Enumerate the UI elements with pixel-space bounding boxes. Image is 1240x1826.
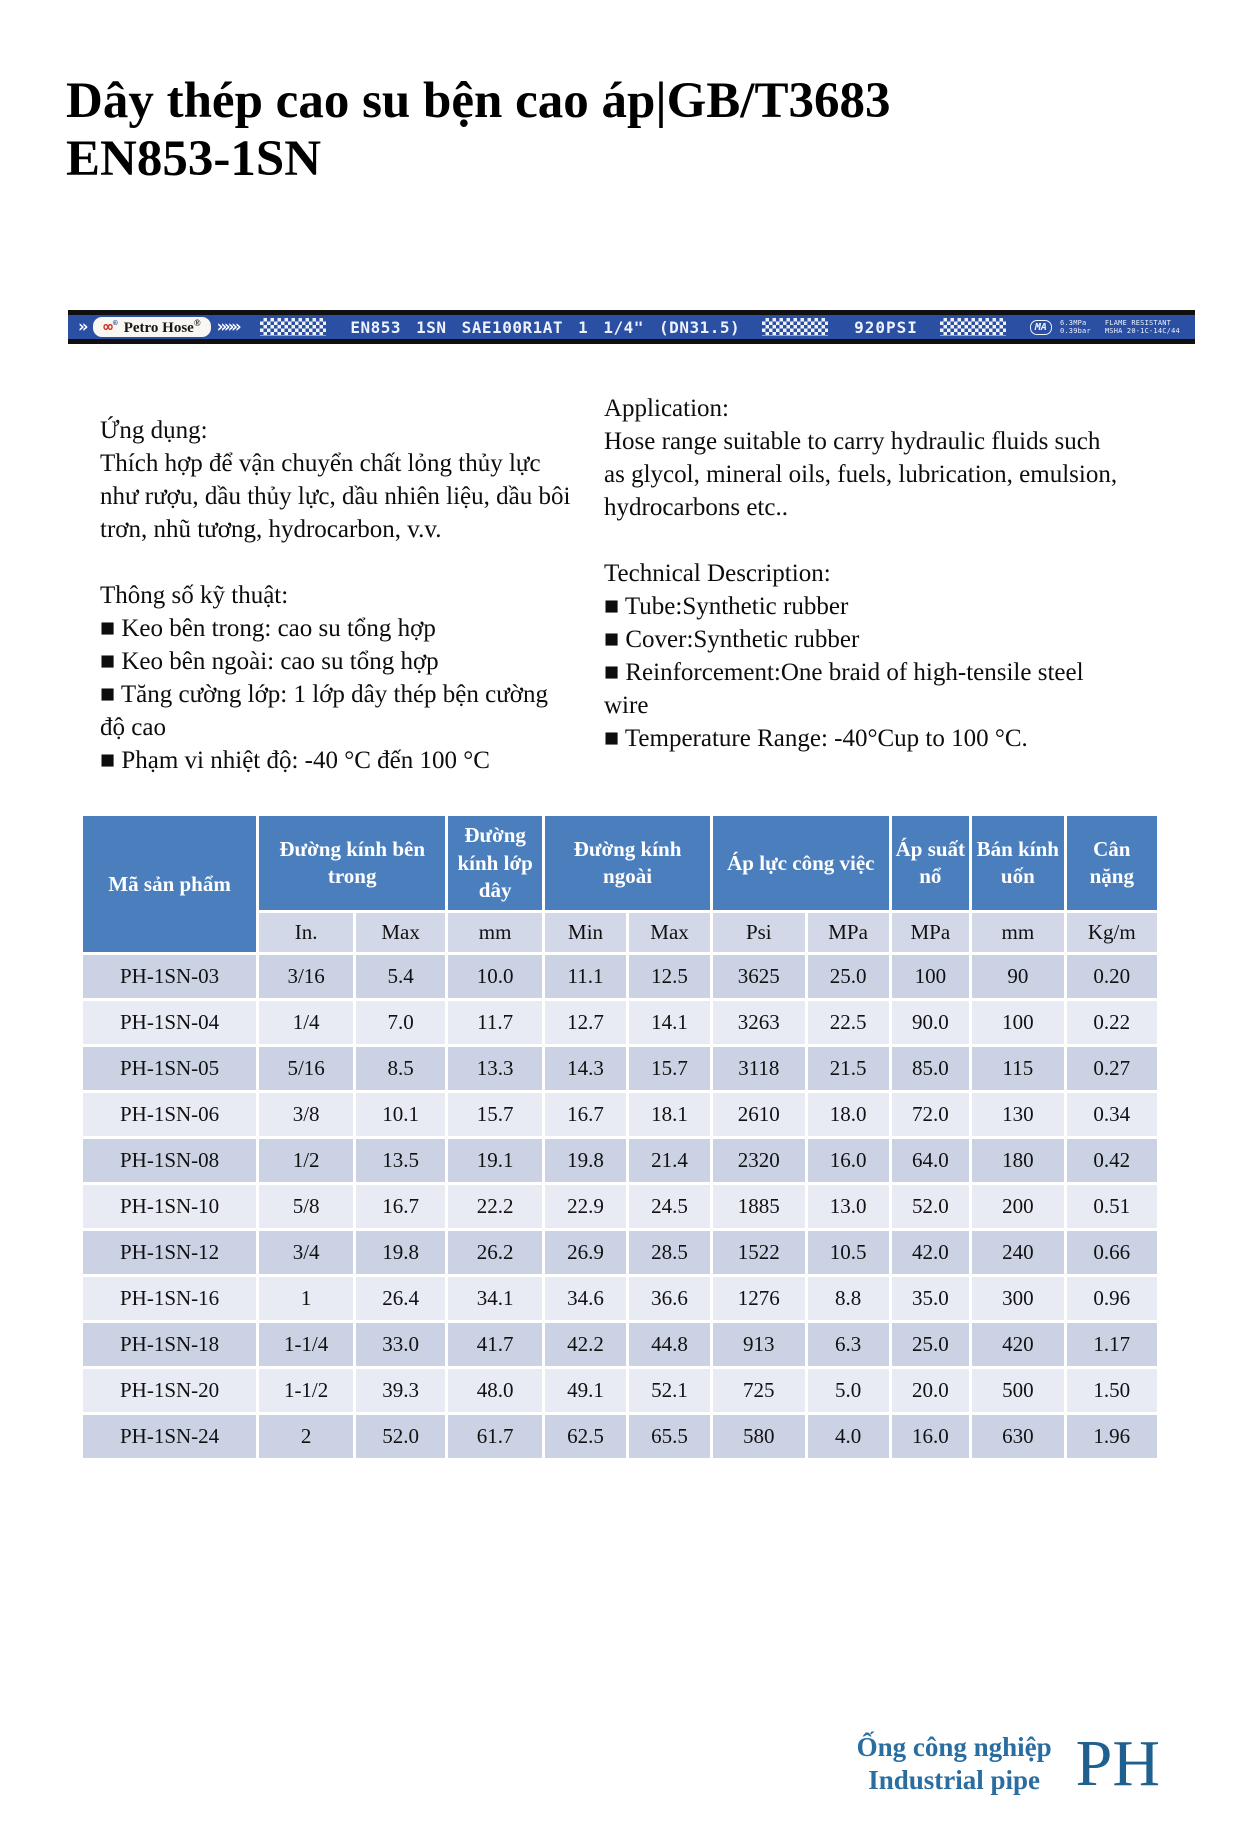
footer-tagline: Ống công nghiệp Industrial pipe — [856, 1731, 1052, 1796]
col-header-wire-layer-diameter: Đường kính lớp dây — [447, 815, 544, 912]
table-cell: 42.0 — [890, 1230, 971, 1276]
table-cell: 3625 — [712, 954, 807, 1000]
chevron-icon: » — [78, 316, 86, 337]
product-code-cell: PH-1SN-04 — [82, 1000, 258, 1046]
product-code-cell: PH-1SN-20 — [82, 1368, 258, 1414]
flame-resistant-text: FLAME RESISTANT MSHA 20-1C-14C/44 — [1104, 319, 1180, 336]
unit-header: Max — [628, 912, 712, 954]
table-header-group-row — [82, 815, 1159, 912]
table-cell: 1-1/2 — [258, 1368, 355, 1414]
table-row — [82, 1414, 1159, 1460]
table-cell: 10.1 — [355, 1092, 447, 1138]
table-cell: 16.7 — [544, 1092, 628, 1138]
brand-name: Petro Hose® — [123, 317, 201, 336]
table-row — [82, 1184, 1159, 1230]
table-cell: 240 — [971, 1230, 1066, 1276]
table-cell: 36.6 — [628, 1276, 712, 1322]
application-heading-vi: Ứng dụng: — [100, 417, 208, 445]
table-cell: 25.0 — [806, 954, 890, 1000]
table-cell: 2610 — [712, 1092, 807, 1138]
col-header-burst-pressure: Áp suất nổ — [890, 815, 971, 912]
spacer — [604, 524, 1124, 557]
table-cell: 26.9 — [544, 1230, 628, 1276]
table-cell: 0.51 — [1065, 1184, 1158, 1230]
table-cell: 1276 — [712, 1276, 807, 1322]
registered-mark-icon: ® — [112, 318, 118, 328]
table-cell: 3/16 — [258, 954, 355, 1000]
table-cell: 100 — [971, 1000, 1066, 1046]
spec-table — [80, 813, 1160, 1461]
table-cell: 3/4 — [258, 1230, 355, 1276]
tech-bullet-en: ■ Tube:Synthetic rubber — [604, 593, 849, 621]
table-cell: 7.0 — [355, 1000, 447, 1046]
unit-header: Psi — [712, 912, 807, 954]
english-column — [604, 392, 1124, 777]
table-cell: 42.2 — [544, 1322, 628, 1368]
product-code-cell: PH-1SN-05 — [82, 1046, 258, 1092]
unit-header: mm — [971, 912, 1066, 954]
table-row — [82, 1138, 1159, 1184]
table-cell: 5/16 — [258, 1046, 355, 1092]
col-header-weight: Cân nặng — [1065, 815, 1158, 912]
table-cell: 8.5 — [355, 1046, 447, 1092]
table-cell: 913 — [712, 1322, 807, 1368]
hose-pressure-text: 920PSI — [854, 317, 918, 337]
table-cell: 115 — [971, 1046, 1066, 1092]
table-cell: 52.0 — [890, 1184, 971, 1230]
col-header-outer-diameter: Đường kính ngoài — [544, 815, 712, 912]
table-cell: 22.5 — [806, 1000, 890, 1046]
spec-table-body — [82, 954, 1159, 1460]
ma-certification-badge: MA — [1030, 320, 1052, 335]
table-cell: 34.6 — [544, 1276, 628, 1322]
table-cell: 5/8 — [258, 1184, 355, 1230]
application-paragraph-en: Hose range suitable to carry hydraulic fluids such as glycol, mineral oils, fuels, lubrication, emulsion, hydrocarbons etc.. — [604, 428, 1118, 522]
brand-logo-icon: ∞® — [103, 317, 118, 337]
product-code-cell: PH-1SN-18 — [82, 1322, 258, 1368]
vietnamese-column — [100, 392, 572, 777]
table-row — [82, 1368, 1159, 1414]
table-cell: 13.0 — [806, 1184, 890, 1230]
unit-header: Min — [544, 912, 628, 954]
col-header-bend-radius: Bán kính uốn — [971, 815, 1066, 912]
table-cell: 2 — [258, 1414, 355, 1460]
unit-header: In. — [258, 912, 355, 954]
tech-bullet-vi: ■ Keo bên trong: cao su tổng hợp — [100, 615, 436, 643]
table-cell: 44.8 — [628, 1322, 712, 1368]
table-cell: 41.7 — [447, 1322, 544, 1368]
product-code-cell: PH-1SN-06 — [82, 1092, 258, 1138]
tech-bullet-vi: ■ Keo bên ngoài: cao su tổng hợp — [100, 648, 439, 676]
table-cell: 14.1 — [628, 1000, 712, 1046]
table-cell: 20.0 — [890, 1368, 971, 1414]
product-code-cell: PH-1SN-08 — [82, 1138, 258, 1184]
table-cell: 33.0 — [355, 1322, 447, 1368]
table-cell: 64.0 — [890, 1138, 971, 1184]
footer — [856, 1727, 1160, 1801]
registered-mark-icon: ® — [193, 317, 201, 328]
table-cell: 5.4 — [355, 954, 447, 1000]
table-cell: 85.0 — [890, 1046, 971, 1092]
application-paragraph-vi: Thích hợp để vận chuyển chất lỏng thủy lực như rượu, dầu thủy lực, dầu nhiên liệu, dầu bôi trơn, nhũ tương, hydrocarbon, v.v. — [100, 450, 571, 544]
product-code-cell: PH-1SN-03 — [82, 954, 258, 1000]
table-row — [82, 1046, 1159, 1092]
hose-spec-small: 6.3MPa 0.39bar — [1059, 319, 1091, 336]
table-cell: 15.7 — [628, 1046, 712, 1092]
page-title: Dây thép cao su bện cao áp|GB/T3683 EN853-1SN — [66, 73, 891, 188]
unit-header: MPa — [890, 912, 971, 954]
table-cell: 1.96 — [1065, 1414, 1158, 1460]
table-cell: 500 — [971, 1368, 1066, 1414]
table-cell: 21.4 — [628, 1138, 712, 1184]
table-cell: 39.3 — [355, 1368, 447, 1414]
table-cell: 24.5 — [628, 1184, 712, 1230]
table-cell: 21.5 — [806, 1046, 890, 1092]
table-cell: 725 — [712, 1368, 807, 1414]
table-cell: 1 — [258, 1276, 355, 1322]
table-cell: 22.2 — [447, 1184, 544, 1230]
table-cell: 48.0 — [447, 1368, 544, 1414]
tech-bullet-en: ■ Reinforcement:One braid of high-tensile steel wire — [604, 659, 1084, 720]
table-cell: 0.27 — [1065, 1046, 1158, 1092]
chevron-icon: » — [231, 316, 239, 337]
hose-print-text: EN853 1SN SAE100R1AT 1 1/4" (DN31.5) — [350, 317, 741, 337]
tech-bullet-vi: ■ Tăng cường lớp: 1 lớp dây thép bện cường độ cao — [100, 681, 549, 742]
table-cell: 580 — [712, 1414, 807, 1460]
table-cell: 2320 — [712, 1138, 807, 1184]
table-cell: 12.5 — [628, 954, 712, 1000]
table-cell: 4.0 — [806, 1414, 890, 1460]
table-cell: 10.0 — [447, 954, 544, 1000]
table-cell: 62.5 — [544, 1414, 628, 1460]
table-cell: 61.7 — [447, 1414, 544, 1460]
table-cell: 26.4 — [355, 1276, 447, 1322]
checker-pattern — [260, 318, 326, 336]
table-cell: 1/2 — [258, 1138, 355, 1184]
table-row — [82, 1276, 1159, 1322]
tech-heading-vi: Thông số kỹ thuật: — [100, 582, 289, 610]
table-cell: 25.0 — [890, 1322, 971, 1368]
product-code-cell: PH-1SN-10 — [82, 1184, 258, 1230]
table-cell: 630 — [971, 1414, 1066, 1460]
tech-bullet-en: ■ Cover:Synthetic rubber — [604, 626, 860, 654]
table-cell: 420 — [971, 1322, 1066, 1368]
table-cell: 12.7 — [544, 1000, 628, 1046]
table-cell: 300 — [971, 1276, 1066, 1322]
chevron-icon: » — [216, 316, 224, 337]
table-cell: 0.34 — [1065, 1092, 1158, 1138]
col-header-product-code: Mã sản phẩm — [82, 815, 258, 954]
table-cell: 19.8 — [544, 1138, 628, 1184]
table-cell: 19.8 — [355, 1230, 447, 1276]
unit-header: MPa — [806, 912, 890, 954]
chevron-icon: » — [223, 316, 232, 337]
table-cell: 0.66 — [1065, 1230, 1158, 1276]
table-cell: 34.1 — [447, 1276, 544, 1322]
product-code-cell: PH-1SN-12 — [82, 1230, 258, 1276]
table-cell: 10.5 — [806, 1230, 890, 1276]
table-cell: 52.1 — [628, 1368, 712, 1414]
spacer — [100, 546, 572, 579]
checker-pattern — [762, 318, 828, 336]
table-cell: 0.96 — [1065, 1276, 1158, 1322]
table-cell: 28.5 — [628, 1230, 712, 1276]
table-cell: 49.1 — [544, 1368, 628, 1414]
product-code-cell: PH-1SN-16 — [82, 1276, 258, 1322]
table-cell: 8.8 — [806, 1276, 890, 1322]
table-cell: 1/4 — [258, 1000, 355, 1046]
table-cell: 52.0 — [355, 1414, 447, 1460]
table-cell: 11.7 — [447, 1000, 544, 1046]
table-cell: 72.0 — [890, 1092, 971, 1138]
unit-header: Kg/m — [1065, 912, 1158, 954]
table-cell: 26.2 — [447, 1230, 544, 1276]
table-cell: 22.9 — [544, 1184, 628, 1230]
table-cell: 100 — [890, 954, 971, 1000]
brand-label — [93, 317, 210, 337]
table-cell: 35.0 — [890, 1276, 971, 1322]
tech-bullet-en: ■ Temperature Range: -40°Cup to 100 °C. — [604, 725, 1028, 753]
table-row — [82, 1230, 1159, 1276]
table-cell: 1-1/4 — [258, 1322, 355, 1368]
table-row — [82, 1322, 1159, 1368]
table-cell: 16.0 — [806, 1138, 890, 1184]
table-cell: 3/8 — [258, 1092, 355, 1138]
tech-heading-en: Technical Description: — [604, 560, 831, 588]
col-header-inner-diameter: Đường kính bên trong — [258, 815, 447, 912]
unit-header: Max — [355, 912, 447, 954]
table-cell: 1885 — [712, 1184, 807, 1230]
table-cell: 130 — [971, 1092, 1066, 1138]
table-cell: 90 — [971, 954, 1066, 1000]
table-cell: 3263 — [712, 1000, 807, 1046]
table-cell: 180 — [971, 1138, 1066, 1184]
table-cell: 19.1 — [447, 1138, 544, 1184]
table-cell: 1522 — [712, 1230, 807, 1276]
table-cell: 15.7 — [447, 1092, 544, 1138]
col-header-working-pressure: Áp lực công việc — [712, 815, 891, 912]
table-cell: 5.0 — [806, 1368, 890, 1414]
checker-pattern — [940, 318, 1006, 336]
company-logo: PH — [1075, 1727, 1160, 1801]
table-cell: 18.0 — [806, 1092, 890, 1138]
table-cell: 11.1 — [544, 954, 628, 1000]
unit-header: mm — [447, 912, 544, 954]
product-code-cell: PH-1SN-24 — [82, 1414, 258, 1460]
table-cell: 1.17 — [1065, 1322, 1158, 1368]
table-cell: 13.5 — [355, 1138, 447, 1184]
table-cell: 90.0 — [890, 1000, 971, 1046]
hose-print-banner — [68, 310, 1195, 344]
table-cell: 14.3 — [544, 1046, 628, 1092]
table-cell: 200 — [971, 1184, 1066, 1230]
table-cell: 65.5 — [628, 1414, 712, 1460]
table-cell: 0.42 — [1065, 1138, 1158, 1184]
table-cell: 16.7 — [355, 1184, 447, 1230]
table-cell: 16.0 — [890, 1414, 971, 1460]
description-columns — [100, 392, 1240, 777]
table-row — [82, 1092, 1159, 1138]
table-cell: 0.20 — [1065, 954, 1158, 1000]
application-heading-en: Application: — [604, 395, 729, 423]
table-cell: 13.3 — [447, 1046, 544, 1092]
tech-bullet-vi: ■ Phạm vi nhiệt độ: -40 °C đến 100 °C — [100, 747, 490, 775]
table-cell: 18.1 — [628, 1092, 712, 1138]
table-row — [82, 954, 1159, 1000]
table-row — [82, 1000, 1159, 1046]
table-cell: 0.22 — [1065, 1000, 1158, 1046]
table-cell: 1.50 — [1065, 1368, 1158, 1414]
table-cell: 6.3 — [806, 1322, 890, 1368]
table-cell: 3118 — [712, 1046, 807, 1092]
